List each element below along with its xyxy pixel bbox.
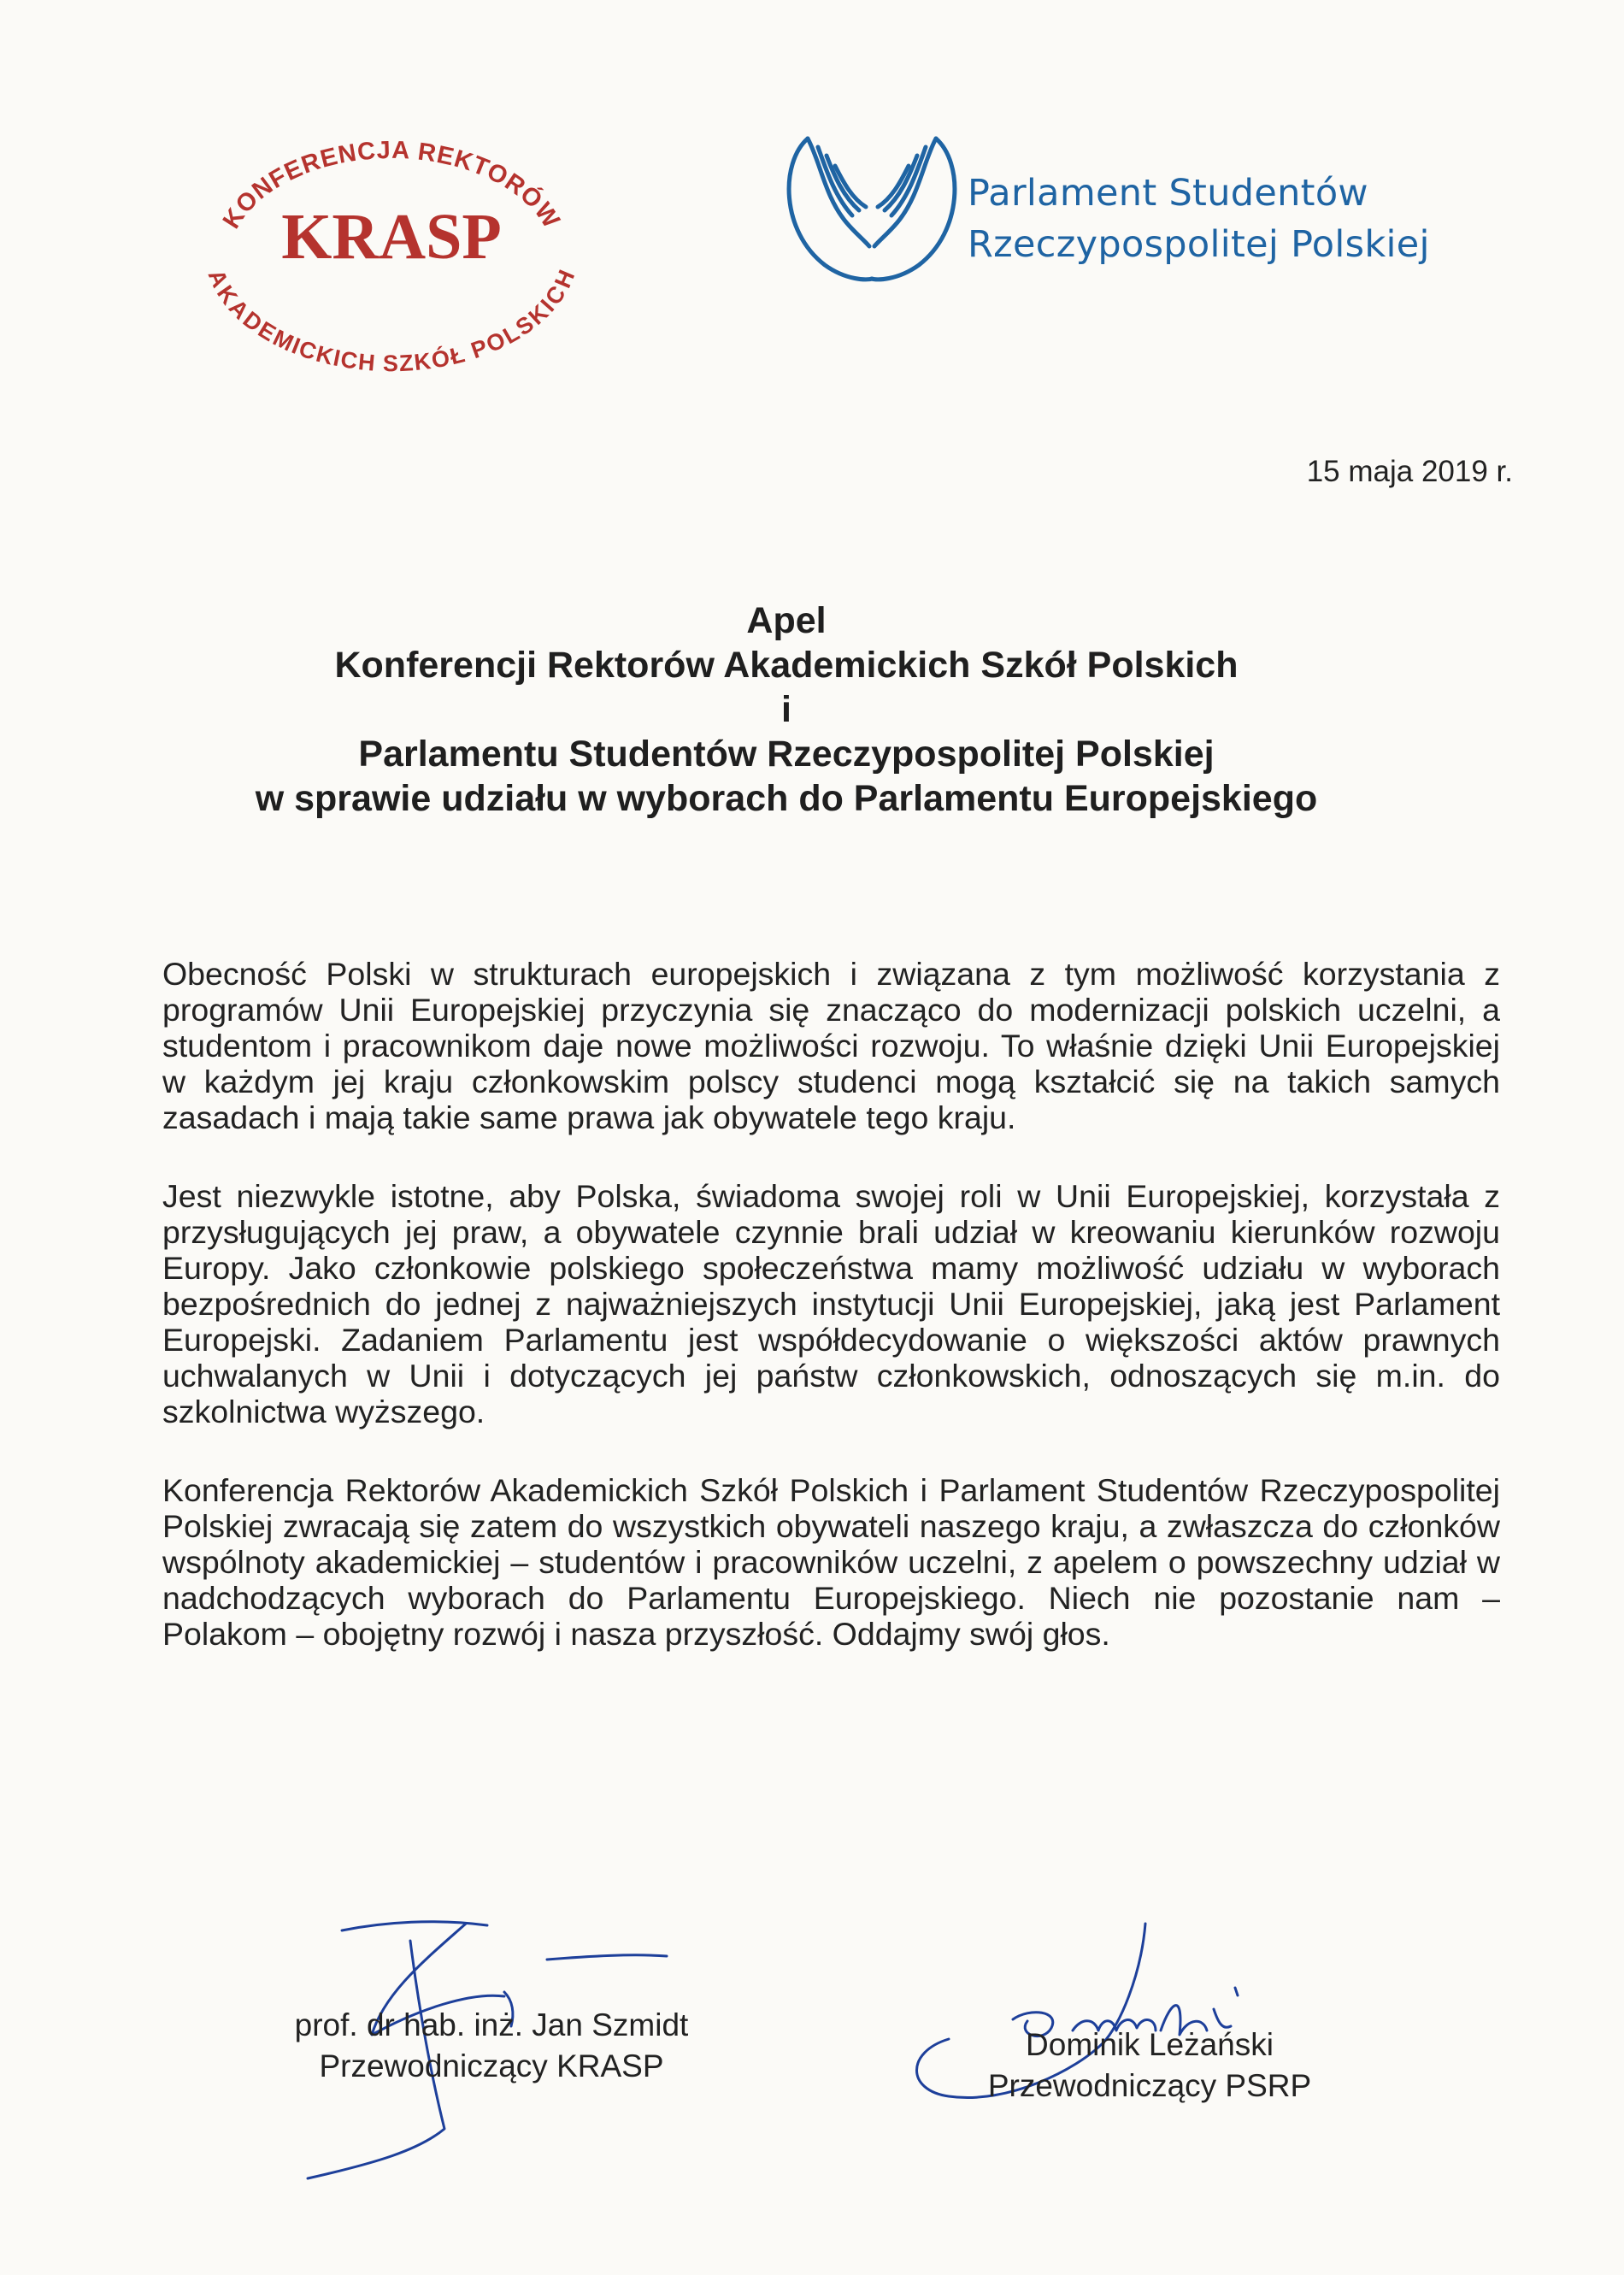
title-line-conjunction: i [781, 689, 791, 730]
signatory-name: prof. dr hab. inż. Jan Szmidt [294, 2007, 689, 2042]
document-title [154, 598, 1419, 821]
signatory-role: Przewodniczący KRASP [319, 2048, 664, 2083]
signatory-name: Dominik Leżański [1026, 2027, 1274, 2062]
title-line-psrp: Parlamentu Studentów Rzeczypospolitej Polskiej [358, 734, 1215, 775]
psrp-name-line2: Rzeczypospolitej Polskiej [968, 223, 1430, 266]
psrp-name [968, 168, 1430, 270]
title-line-krasp: Konferencji Rektorów Akademickich Szkół Polskich [334, 645, 1239, 686]
signature-block-psrp [957, 2025, 1342, 2107]
psrp-logo [774, 128, 970, 291]
body-paragraph: Jest niezwykle istotne, aby Polska, świadoma swojej roli w Unii Europejskiej, korzystała z przysługujących jej praw, a obywatele czynnie brali udział w kreowaniu kierunków rozwoju Europy. Jako członkowie polskiego społeczeństwa mamy możliwość udziału w wyborach bezpośrednich do jednej z najważniejszych instytucji Unii Europejskiej, jaką jest Parlament Europejski. Zadaniem Parlamentu jest współdecydowanie o większości aktów prawnych uchwalanych w Unii i dotyczących jej państw członkowskich, odnoszących się m.in. do szkolnictwa wyższego. [162, 1178, 1500, 1429]
document-date: 15 maja 2019 r. [1306, 455, 1513, 488]
body-paragraph: Konferencja Rektorów Akademickich Szkół Polskich i Parlament Studentów Rzeczypospolitej Polskiej zwracają się zatem do wszystkich obywateli naszego kraju, a zwłaszcza do członków wspólnoty akademickiej – studentów i pracowników uczelni, z apelem o powszechny udział w nadchodzących wyborach do Parlamentu Europejskiego. Niech nie pozostanie nam – Polakom – obojętny rozwój i nasza przyszłość. Oddajmy swój głos. [162, 1472, 1500, 1652]
signature-block-krasp [261, 2005, 722, 2087]
krasp-stamp-arc-top: KONFERENCJA REKTORÓW [217, 136, 566, 234]
title-line-apel: Apel [746, 600, 827, 641]
krasp-stamp [195, 120, 588, 377]
psrp-name-line1: Parlament Studentów [968, 172, 1368, 215]
krasp-stamp-graphic [195, 120, 588, 377]
document-body [162, 956, 1500, 1694]
krasp-stamp-acronym: KRASP [281, 201, 502, 273]
signatory-role: Przewodniczący PSRP [987, 2068, 1312, 2103]
psrp-logo-graphic [774, 128, 970, 291]
body-paragraph: Obecność Polski w strukturach europejskich i związana z tym możliwość korzystania z programów Unii Europejskiej przyczynia się znacząco do modernizacji polskich uczelni, a studentom i pracownikom daje nowe możliwości rozwoju. To właśnie dzięki Unii Europejskiej w każdym jej kraju członkowskim polscy studenci mogą kształcić się na takich samych zasadach i mają takie same prawa jak obywatele tego kraju. [162, 956, 1500, 1135]
title-line-subject: w sprawie udziału w wyborach do Parlamentu Europejskiego [255, 778, 1318, 819]
krasp-stamp-arc-bottom: AKADEMICKICH SZKÓŁ POLSKICH [203, 265, 580, 377]
